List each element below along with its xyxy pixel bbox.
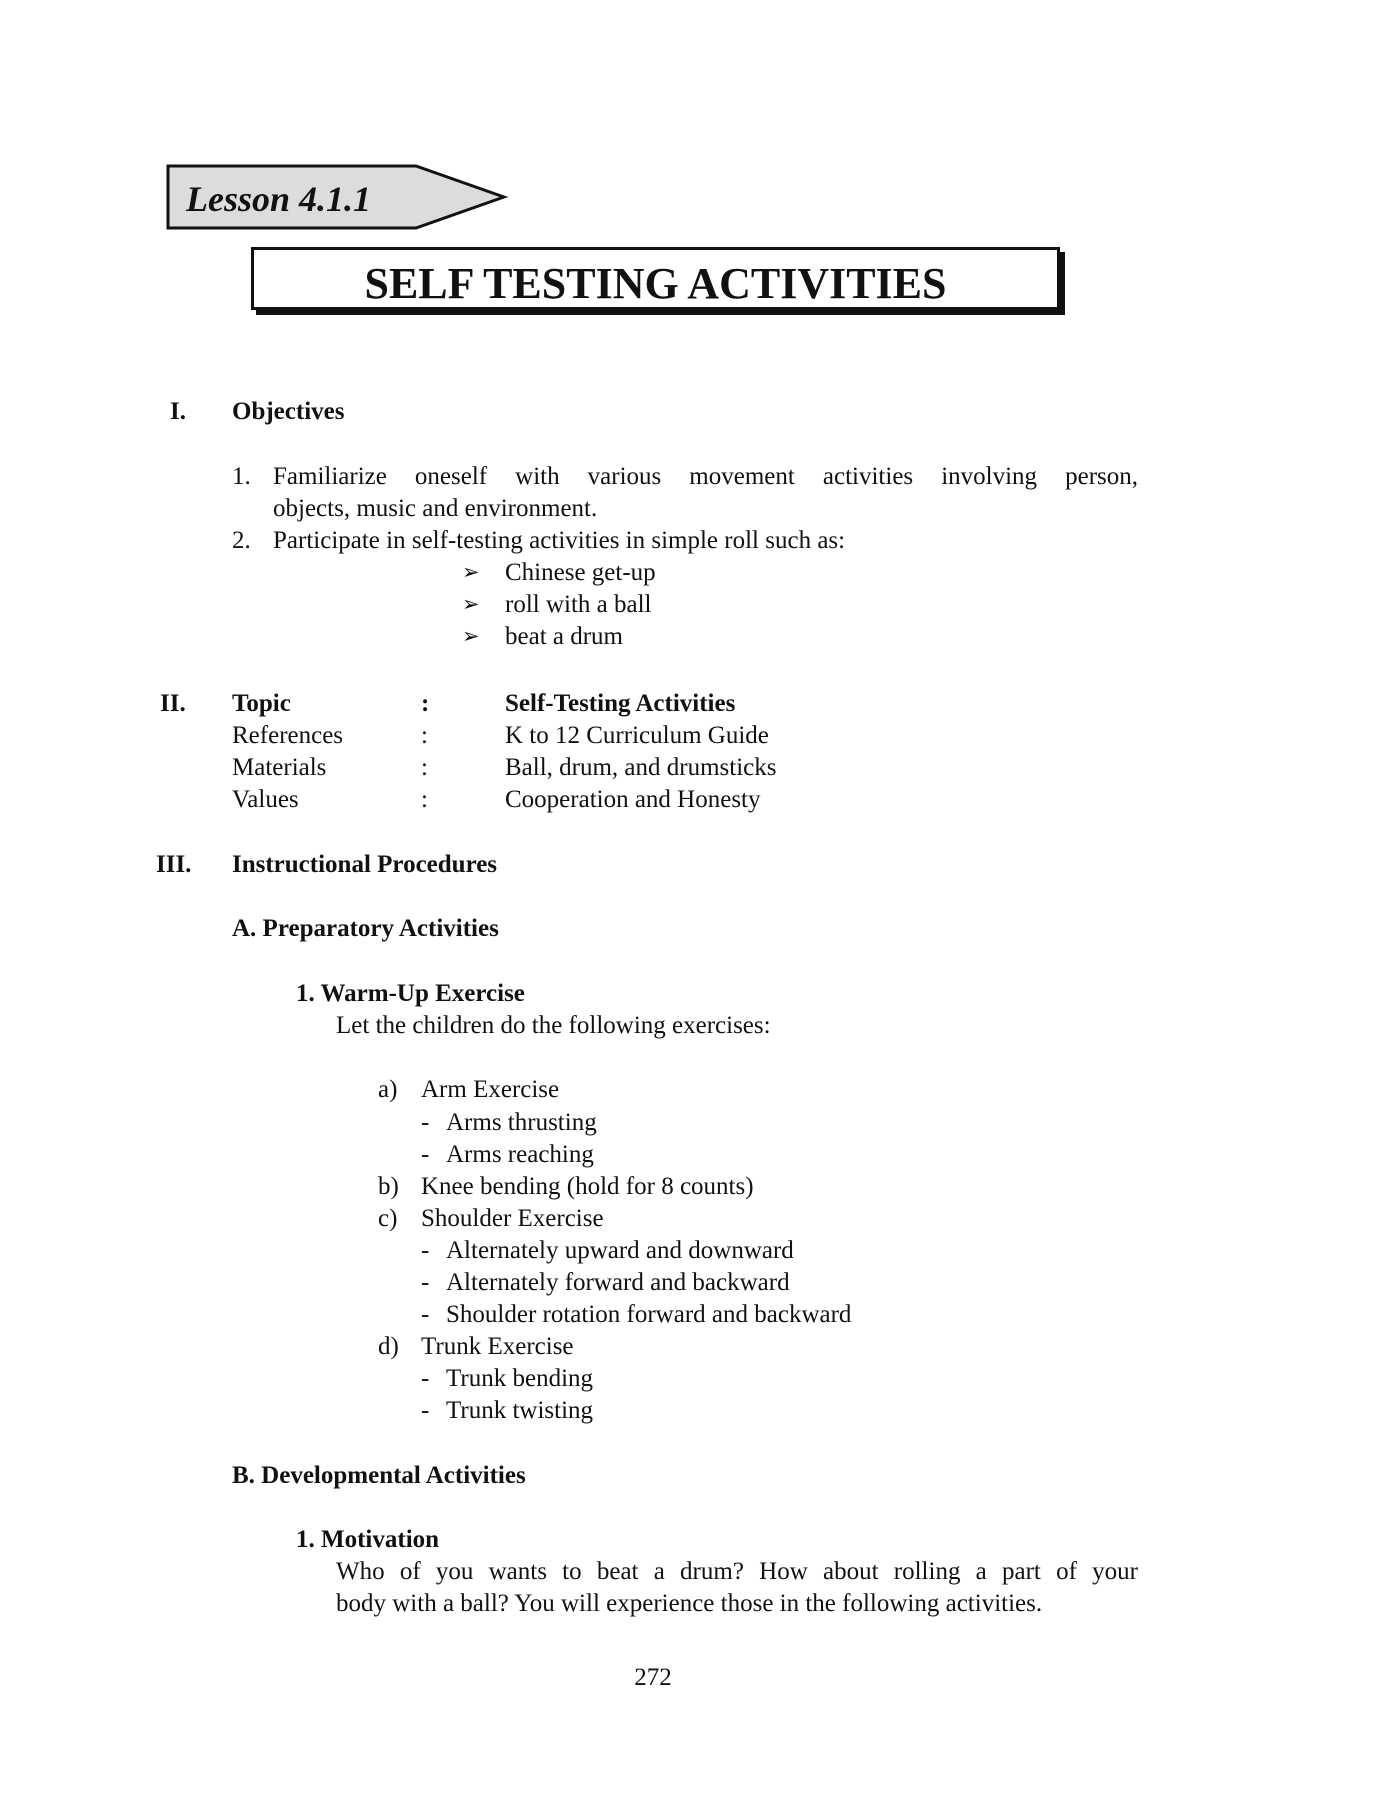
exercise-dash: - [421,1141,430,1168]
exercise-dash: - [421,1397,430,1424]
exercise-dash: - [421,1269,430,1296]
objective-1-line-1: Familiarize oneself with various movement activities involving person, [273,463,1138,490]
topic-separator: : [421,690,430,717]
exercise-letter: c) [378,1205,398,1232]
values-label: Values [232,786,299,813]
references-value: K to 12 Curriculum Guide [505,722,769,749]
references-separator: : [421,722,428,749]
instructional-procedures-heading: Instructional Procedures [232,851,498,878]
exercise-letter: a) [378,1076,398,1103]
lesson-label: Lesson 4.1.1 [186,179,372,219]
bullet-item: Chinese get-up [505,559,656,586]
objective-2-text: Participate in self-testing activities in simple roll such as: [273,527,846,554]
references-label: References [232,722,344,749]
bullet-item: roll with a ball [505,591,652,618]
title-box [251,247,1060,310]
page-number: 272 [634,1664,672,1691]
motivation-heading: 1. Motivation [296,1526,440,1553]
objective-1-line-2: objects, music and environment. [273,495,598,522]
exercise-item: Knee bending (hold for 8 counts) [421,1173,754,1200]
values-value: Cooperation and Honesty [505,786,761,813]
warm-up-text: Let the children do the following exercises: [336,1012,771,1039]
page-title: SELF TESTING ACTIVITIES [364,259,947,308]
motivation-line-2: body with a ball? You will experience those in the following activities. [336,1590,1043,1617]
motivation-line-1: Who of you wants to beat a drum? How about rolling a part of your [336,1558,1138,1585]
materials-value: Ball, drum, and drumsticks [505,754,777,781]
section-iii-numeral: III. [156,851,192,878]
topic-value: Self-Testing Activities [505,690,736,717]
arrow-bullet-icon: ➢ [462,592,480,616]
exercise-item: Arm Exercise [421,1076,560,1103]
section-ii-numeral: II. [160,690,186,717]
exercise-sub-item: Trunk bending [446,1365,594,1392]
exercise-sub-item: Trunk twisting [446,1397,594,1424]
objective-1-number: 1. [232,463,251,490]
materials-separator: : [421,754,428,781]
materials-label: Materials [232,754,327,781]
topic-label: Topic [232,690,291,717]
preparatory-activities-heading: A. Preparatory Activities [232,915,499,942]
exercise-sub-item: Arms reaching [446,1141,594,1168]
exercise-sub-item: Arms thrusting [446,1109,597,1136]
exercise-item: Trunk Exercise [421,1333,574,1360]
bullet-item: beat a drum [505,623,624,650]
exercise-letter: b) [378,1173,399,1200]
developmental-activities-heading: B. Developmental Activities [232,1462,526,1489]
exercise-sub-item: Shoulder rotation forward and backward [446,1301,852,1328]
section-i-numeral: I. [170,398,186,425]
exercise-dash: - [421,1109,430,1136]
exercise-dash: - [421,1365,430,1392]
exercise-letter: d) [378,1333,399,1360]
exercise-dash: - [421,1301,430,1328]
values-separator: : [421,786,428,813]
exercise-item: Shoulder Exercise [421,1205,604,1232]
objectives-heading: Objectives [232,398,345,425]
exercise-dash: - [421,1237,430,1264]
exercise-sub-item: Alternately forward and backward [446,1269,790,1296]
exercise-sub-item: Alternately upward and downward [446,1237,794,1264]
objective-2-number: 2. [232,527,251,554]
arrow-bullet-icon: ➢ [462,560,480,584]
warm-up-heading: 1. Warm-Up Exercise [296,980,525,1007]
arrow-bullet-icon: ➢ [462,624,480,648]
